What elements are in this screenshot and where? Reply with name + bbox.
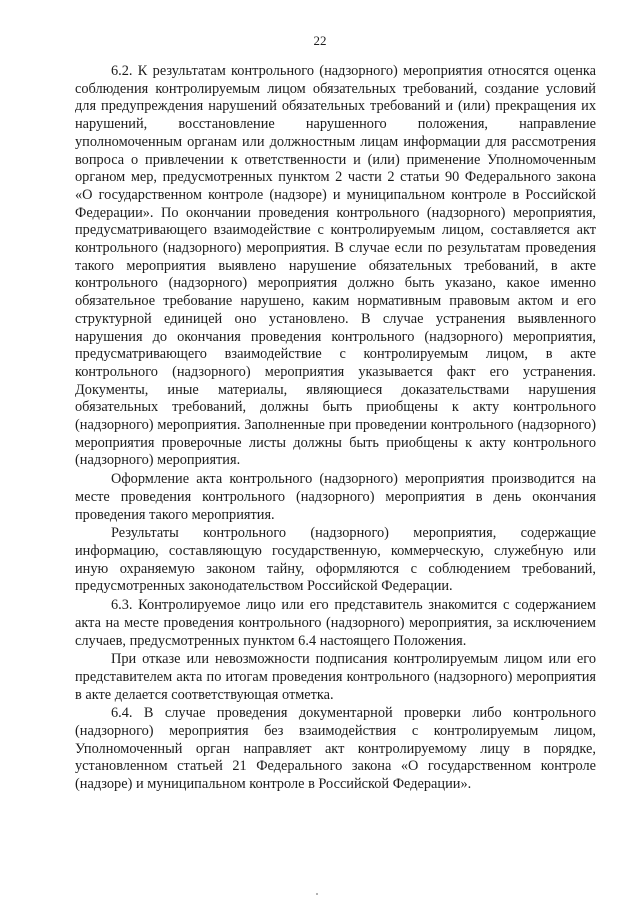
paragraph-6-3: 6.3. Контролируемое лицо или его представитель знакомится с содержанием акта на месте проведения контрольного (надзорного) мероприятия, за исключением случаев, предусмотренных пунктом 6.4 настоящего Положения. (75, 597, 596, 649)
paragraph-secret-info: Результаты контрольного (надзорного) мероприятия, содержащие информацию, составляющую государственную, коммерческую, служебную или иную охраняемую законом тайну, оформляются с соблюдением требований, предусмотренных законодательством Российской Федерации. (75, 525, 596, 595)
document-body (75, 63, 596, 794)
paragraph-refusal-to-sign: При отказе или невозможности подписания контролируемым лицом или его представителем акта по итогам проведения контрольного (надзорного) мероприятия в акте делается соответствующая отметка. (75, 651, 596, 703)
page-number: 22 (313, 33, 327, 48)
paragraph-6-2: 6.2. К результатам контрольного (надзорного) мероприятия относятся оценка соблюдения контролируемым лицом обязательных требований, создание условий для предупреждения нарушений обязательных требований и (или) прекращения их нарушений, восстановление нарушенного положения, направление уполномоченным органам или должностным лицам информации для рассмотрения вопроса о привлечении к ответственности и (или) применение Уполномоченным органом мер, предусмотренных пунктом 2 части 2 статьи 90 Федерального закона «О государственном контроле (надзоре) и муниципальном контроле в Российской Федерации». По окончании проведения контрольного (надзорного) мероприятия, предусматривающего взаимодействие с контролируемым лицом, составляется акт контрольного (надзорного) мероприятия. В случае если по результатам проведения такого мероприятия выявлено нарушение обязательных требований, в акте контрольного (надзорного) мероприятия должно быть указано, какое именно обязательное требование нарушено, каким нормативным правовым актом и его структурной единицей оно установлено. В случае устранения выявленного нарушения до окончания проведения контрольного (надзорного) мероприятия, предусматривающего взаимодействие с контролируемым лицом, в акте контрольного (надзорного) мероприятия указывается факт его устранения. Документы, иные материалы, являющиеся доказательствами нарушения обязательных требований, должны быть приобщены к акту контрольного (надзорного) мероприятия. Заполненные при проведении контрольного (надзорного) мероприятия проверочные листы должны быть приобщены к акту контрольного (надзорного) мероприятия. (75, 63, 596, 469)
paragraph-act-drafting: Оформление акта контрольного (надзорного) мероприятия производится на месте проведения контрольного (надзорного) мероприятия в день окончания проведения такого мероприятия. (75, 471, 596, 523)
scan-artifact (316, 893, 318, 895)
paragraph-6-4: 6.4. В случае проведения документарной проверки либо контрольного (надзорного) мероприятия без взаимодействия с контролируемым лицом, Уполномоченный орган направляет акт контролируемому лицу в порядке, установленном статьей 21 Федерального закона «О государственном контроле (надзоре) и муниципальном контроле в Российской Федерации». (75, 705, 596, 793)
